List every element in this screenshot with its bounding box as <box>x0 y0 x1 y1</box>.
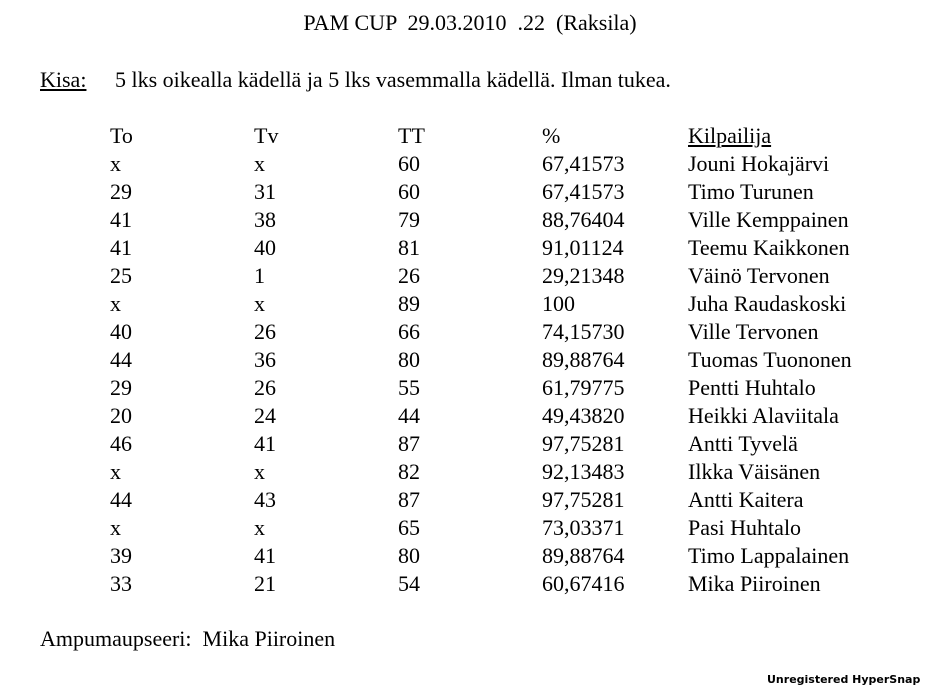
cell-tt: 80 <box>398 347 420 372</box>
table-row <box>110 514 888 542</box>
cell-to: 44 <box>110 487 132 512</box>
cell-percent: 97,75281 <box>542 487 625 512</box>
cell-tv: 26 <box>254 319 276 344</box>
cell-tv: 24 <box>254 403 276 428</box>
cell-kilpailija: Väinö Tervonen <box>688 263 830 288</box>
table-row <box>110 402 888 430</box>
officer-name: Mika Piiroinen <box>202 626 336 651</box>
cell-percent: 91,01124 <box>542 235 624 260</box>
cell-kilpailija: Mika Piiroinen <box>688 571 821 596</box>
cell-kilpailija: Ville Kemppainen <box>688 207 849 232</box>
cell-percent: 49,43820 <box>542 403 625 428</box>
cell-tt: 66 <box>398 319 420 344</box>
cell-tt: 82 <box>398 459 420 484</box>
cell-percent: 100 <box>542 291 575 316</box>
cell-kilpailija: Jouni Hokajärvi <box>688 151 830 176</box>
cell-kilpailija: Pentti Huhtalo <box>688 375 816 400</box>
cell-tt: 65 <box>398 515 420 540</box>
cell-to: 40 <box>110 319 132 344</box>
table-row <box>110 374 888 402</box>
table-row <box>110 346 888 374</box>
table-row <box>110 542 888 570</box>
table-header-row <box>110 122 888 150</box>
kisa-text: 5 lks oikealla kädellä ja 5 lks vasemmalla kädellä. Ilman tukea. <box>115 67 671 92</box>
header-tt: TT <box>398 123 425 148</box>
cell-tt: 81 <box>398 235 420 260</box>
cell-percent: 92,13483 <box>542 459 625 484</box>
range-officer <box>40 626 335 652</box>
cell-percent: 61,79775 <box>542 375 625 400</box>
cell-tv: 38 <box>254 207 276 232</box>
table-row <box>110 150 888 178</box>
cell-to: x <box>110 515 121 540</box>
cell-percent: 67,41573 <box>542 151 625 176</box>
cell-kilpailija: Timo Lappalainen <box>688 543 850 568</box>
cell-kilpailija: Antti Kaitera <box>688 487 804 512</box>
cell-tt: 80 <box>398 543 420 568</box>
cell-tv: 36 <box>254 347 276 372</box>
header-tv: Tv <box>254 123 279 148</box>
kisa-label: Kisa: <box>40 67 87 92</box>
table-row <box>110 430 888 458</box>
cell-to: 41 <box>110 235 132 260</box>
table-row <box>110 290 888 318</box>
cell-to: 46 <box>110 431 132 456</box>
cell-percent: 97,75281 <box>542 431 625 456</box>
cell-tt: 79 <box>398 207 420 232</box>
cell-tv: 1 <box>254 263 265 288</box>
competition-description <box>40 67 671 93</box>
table-row <box>110 486 888 514</box>
cell-tt: 60 <box>398 151 420 176</box>
officer-label: Ampumaupseeri: <box>40 626 192 651</box>
cell-tv: x <box>254 151 265 176</box>
cell-tt: 55 <box>398 375 420 400</box>
cell-to: 20 <box>110 403 132 428</box>
cell-kilpailija: Antti Tyvelä <box>688 431 798 456</box>
cell-percent: 73,03371 <box>542 515 625 540</box>
table-row <box>110 262 888 290</box>
results-table <box>110 122 888 598</box>
cell-kilpailija: Ville Tervonen <box>688 319 819 344</box>
table-row <box>110 458 888 486</box>
header-percent: % <box>542 123 561 148</box>
cell-tv: x <box>254 459 265 484</box>
cell-kilpailija: Pasi Huhtalo <box>688 515 802 540</box>
cell-tv: 26 <box>254 375 276 400</box>
cell-tt: 89 <box>398 291 420 316</box>
cell-kilpailija: Juha Raudaskoski <box>688 291 847 316</box>
cell-to: 44 <box>110 347 132 372</box>
cell-tv: 21 <box>254 571 276 596</box>
cell-percent: 67,41573 <box>542 179 625 204</box>
table-row <box>110 318 888 346</box>
cell-tv: 31 <box>254 179 276 204</box>
watermark: Unregistered HyperSnap <box>767 673 921 686</box>
header-to: To <box>110 123 133 148</box>
cell-to: 25 <box>110 263 132 288</box>
cell-tv: x <box>254 291 265 316</box>
table-row <box>110 234 888 262</box>
cell-tv: 43 <box>254 487 276 512</box>
cell-to: 33 <box>110 571 132 596</box>
cell-to: 29 <box>110 179 132 204</box>
cell-kilpailija: Ilkka Väisänen <box>688 459 821 484</box>
table-row <box>110 206 888 234</box>
cell-percent: 89,88764 <box>542 543 625 568</box>
cell-kilpailija: Timo Turunen <box>688 179 814 204</box>
results-body <box>110 150 888 598</box>
cell-tt: 26 <box>398 263 420 288</box>
cell-percent: 29,21348 <box>542 263 625 288</box>
cell-tv: 41 <box>254 431 276 456</box>
cell-tt: 87 <box>398 431 420 456</box>
cell-to: x <box>110 291 121 316</box>
header-kilpailija: Kilpailija <box>688 123 772 148</box>
cell-kilpailija: Heikki Alaviitala <box>688 403 839 428</box>
cell-tt: 54 <box>398 571 420 596</box>
table-row <box>110 178 888 206</box>
cell-tt: 60 <box>398 179 420 204</box>
cell-to: x <box>110 459 121 484</box>
cell-percent: 60,67416 <box>542 571 625 596</box>
table-row <box>110 570 888 598</box>
cell-tt: 44 <box>398 403 420 428</box>
cell-to: x <box>110 151 121 176</box>
cell-tv: 41 <box>254 543 276 568</box>
cell-kilpailija: Teemu Kaikkonen <box>688 235 850 260</box>
cell-to: 29 <box>110 375 132 400</box>
cell-percent: 74,15730 <box>542 319 625 344</box>
cell-percent: 88,76404 <box>542 207 625 232</box>
cell-tv: x <box>254 515 265 540</box>
cell-percent: 89,88764 <box>542 347 625 372</box>
cell-tv: 40 <box>254 235 276 260</box>
page-title: PAM CUP 29.03.2010 .22 (Raksila) <box>303 10 637 35</box>
cell-to: 39 <box>110 543 132 568</box>
cell-kilpailija: Tuomas Tuononen <box>688 347 852 372</box>
cell-tt: 87 <box>398 487 420 512</box>
cell-to: 41 <box>110 207 132 232</box>
